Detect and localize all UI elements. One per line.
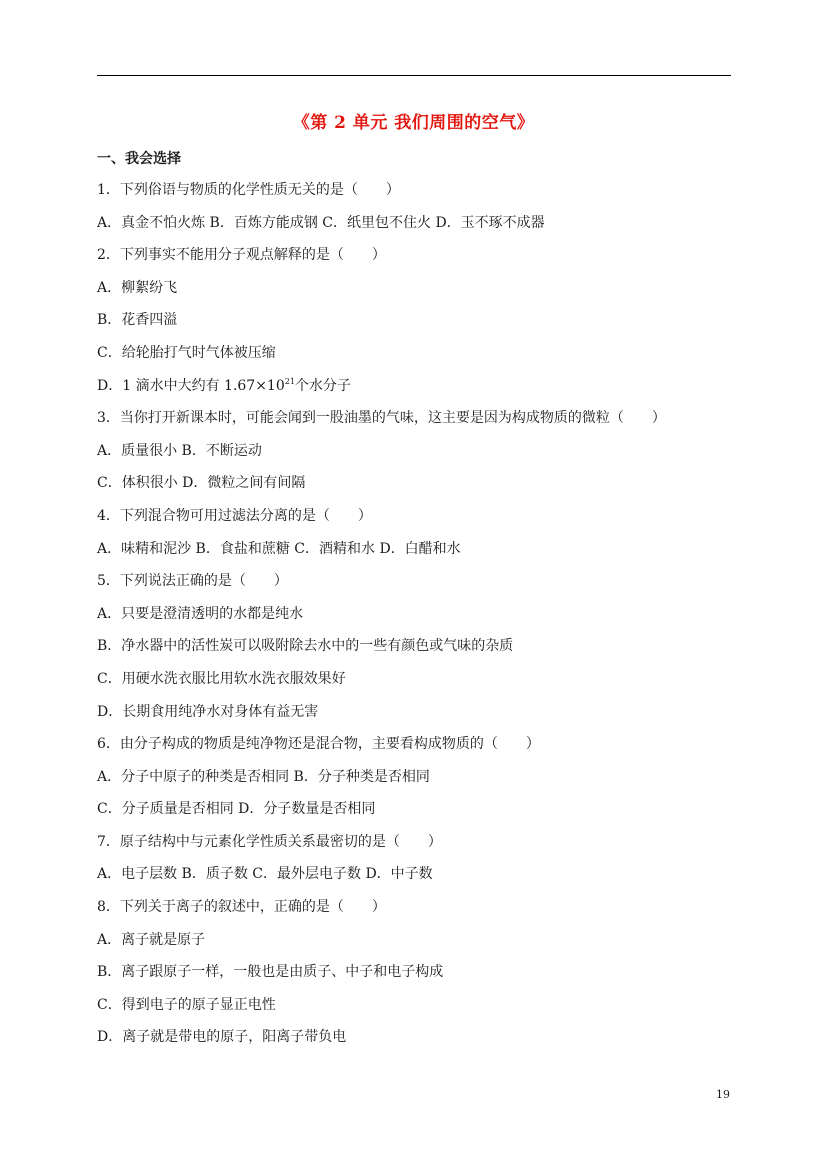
answer-options-line: A．味精和泥沙 B．食盐和蔗糖 C．酒精和水 D．白醋和水: [97, 540, 461, 557]
answer-option: A．柳絮纷飞: [97, 279, 178, 296]
answer-option: D．长期食用纯净水对身体有益无害: [97, 703, 319, 720]
answer-options-line: A．分子中原子的种类是否相同 B．分子种类是否相同: [97, 768, 430, 785]
question-list: [97, 180, 731, 1060]
question-line: 6．由分子构成的物质是纯净物还是混合物，主要看构成物质的（ ）: [97, 736, 540, 753]
answer-options-line: A．真金不怕火炼 B．百炼方能成钢 C．纸里包不住火 D．玉不琢不成器: [97, 214, 545, 231]
answer-options-line: A．电子层数 B．质子数 C．最外层电子数 D．中子数: [97, 866, 433, 883]
header-rule: [97, 75, 731, 76]
answer-option: B．净水器中的活性炭可以吸附除去水中的一些有颜色或气味的杂质: [97, 638, 514, 655]
question-line: 8．下列关于离子的叙述中，正确的是（ ）: [97, 899, 386, 916]
answer-option: D．离子就是带电的原子，阳离子带负电: [97, 1029, 347, 1046]
answer-option: B．花香四溢: [97, 312, 178, 329]
question-line: 1．下列俗语与物质的化学性质无关的是（ ）: [97, 182, 400, 198]
answer-option: A．离子就是原子: [97, 931, 206, 948]
question-line: 4．下列混合物可用过滤法分离的是（ ）: [97, 507, 372, 524]
answer-option: C．得到电子的原子显正电性: [97, 996, 276, 1013]
answer-options-line: A．质量很小 B．不断运动: [97, 442, 262, 459]
exponent: 21: [284, 376, 295, 386]
answer-option: A．只要是澄清透明的水都是纯水: [97, 605, 304, 622]
answer-option: B．离子跟原子一样，一般也是由质子、中子和电子构成: [97, 964, 444, 981]
answer-options-line: C．分子质量是否相同 D．分子数量是否相同: [97, 801, 376, 818]
option-text-tail: 个水分子: [294, 377, 351, 394]
answer-option: C．给轮胎打气时气体被压缩: [97, 344, 276, 361]
question-line: 2．下列事实不能用分子观点解释的是（ ）: [97, 247, 386, 264]
answer-options-line: C．体积很小 D．微粒之间有间隔: [97, 475, 306, 492]
question-line: 3．当你打开新课本时，可能会闻到一股油墨的气味，这主要是因为构成物质的微粒（ ）: [97, 410, 666, 427]
answer-option: [97, 376, 731, 409]
question-line: 5．下列说法正确的是（ ）: [97, 573, 288, 590]
answer-option: C．用硬水洗衣服比用软水洗衣服效果好: [97, 670, 346, 687]
page-number: 19: [716, 1088, 730, 1101]
section-heading: 一、我会选择: [97, 151, 181, 167]
option-text: D．1 滴水中大约有 1.67×10: [97, 377, 285, 394]
page-title: 《第 2 单元 我们周围的空气》: [292, 113, 535, 133]
question-line: 7．原子结构中与元素化学性质关系最密切的是（ ）: [97, 833, 442, 850]
